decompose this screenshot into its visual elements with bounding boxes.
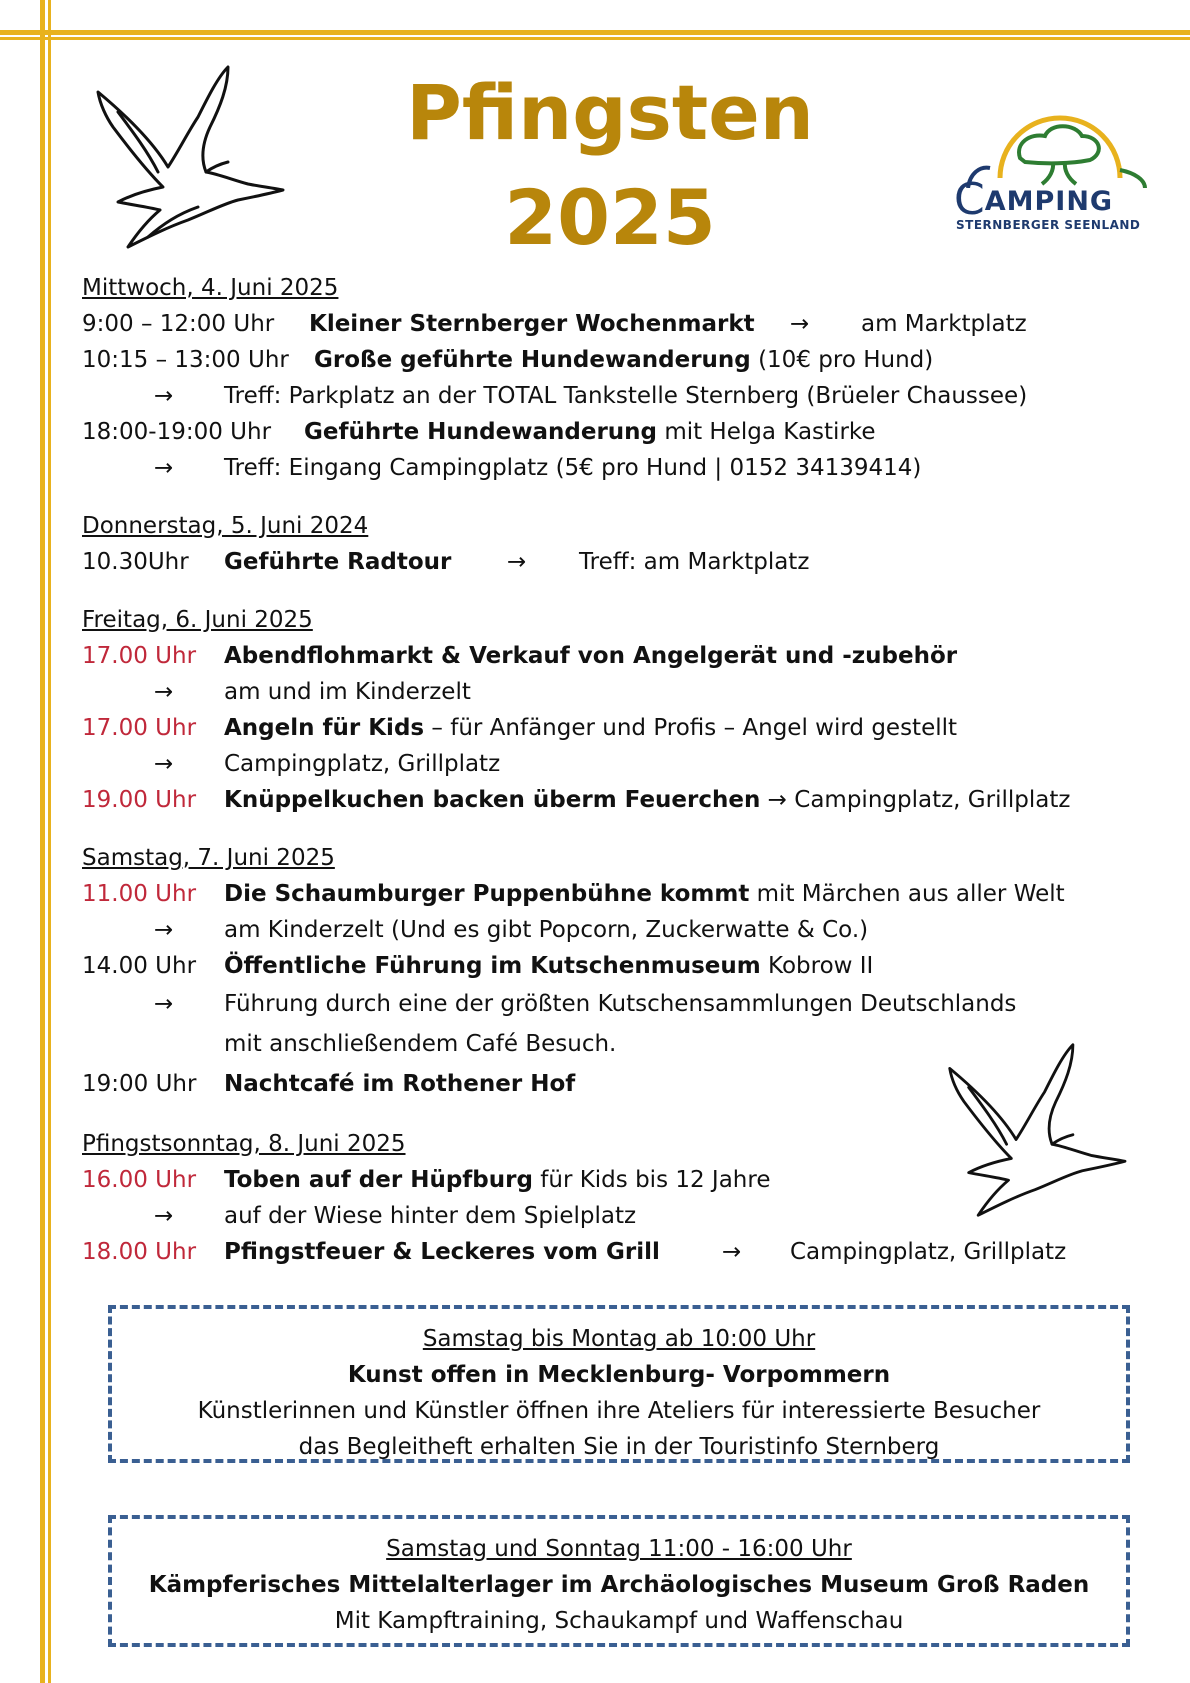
day-heading: Freitag, 6. Juni 2025 xyxy=(82,607,313,633)
event-location: Treff: am Marktplatz xyxy=(579,549,810,575)
event-location: Campingplatz, Grillplatz xyxy=(224,751,501,777)
box-title: Kunst offen in Mecklenburg- Vorpommern xyxy=(347,1362,891,1388)
event-title: Öffentliche Führung im Kutschenmuseum xyxy=(224,953,761,979)
arrow-icon: → xyxy=(154,383,174,409)
event-row xyxy=(82,876,1142,912)
arrow-icon: → xyxy=(767,787,787,813)
event-title: Toben auf der Hüpfburg xyxy=(224,1167,533,1193)
event-time: 18:00-19:00 Uhr xyxy=(82,419,272,445)
day-heading: Mittwoch, 4. Juni 2025 xyxy=(82,275,339,301)
event-location-row xyxy=(82,912,1142,948)
frame-left-line-inner xyxy=(48,0,51,1683)
event-location: Campingplatz, Grillplatz xyxy=(794,787,1071,813)
event-time: 17.00 Uhr xyxy=(82,715,197,741)
event-location: am Marktplatz xyxy=(861,311,1027,337)
logo-initial: C xyxy=(954,174,985,225)
event-detail: mit Helga Kastirke xyxy=(664,419,876,445)
arrow-icon: → xyxy=(154,991,174,1017)
event-time: 10.30Uhr xyxy=(82,549,189,575)
event-time: 10:15 – 13:00 Uhr xyxy=(82,347,289,373)
event-row xyxy=(82,1162,1142,1198)
event-title: Geführte Radtour xyxy=(224,549,452,575)
event-row xyxy=(82,1064,1142,1104)
box-title: Kämpferisches Mittelalterlager im Archäologisches Museum Groß Raden xyxy=(148,1572,1090,1598)
arrow-icon: → xyxy=(722,1239,742,1265)
event-location: Treff: Eingang Campingplatz (5€ pro Hund | 0152 34139414) xyxy=(224,455,922,481)
event-location: Treff: Parkplatz an der TOTAL Tankstelle Sternberg (Brüeler Chaussee) xyxy=(224,383,1028,409)
event-list xyxy=(82,270,1142,1270)
event-time: 14.00 Uhr xyxy=(82,953,197,979)
event-title: Kleiner Sternberger Wochenmarkt xyxy=(309,311,755,337)
event-row xyxy=(82,1234,1142,1270)
event-title: Geführte Hundewanderung xyxy=(304,419,657,445)
event-row xyxy=(82,342,1142,378)
event-title: Angeln für Kids xyxy=(224,715,425,741)
event-title: Knüppelkuchen backen überm Feuerchen xyxy=(224,787,761,813)
frame-top-line-inner xyxy=(0,37,1190,40)
page-title-line1: Pfingsten xyxy=(406,68,814,157)
event-location: am Kinderzelt (Und es gibt Popcorn, Zuckerwatte & Co.) xyxy=(224,917,869,943)
event-detail: (10€ pro Hund) xyxy=(758,347,934,373)
event-row xyxy=(82,710,1142,746)
event-title: Nachtcafé im Rothener Hof xyxy=(224,1071,576,1097)
event-location: auf der Wiese hinter dem Spielplatz xyxy=(224,1203,637,1229)
event-row xyxy=(82,544,1142,580)
event-row xyxy=(82,306,1142,342)
event-location-row xyxy=(82,674,1142,710)
event-detail: für Kids bis 12 Jahre xyxy=(540,1167,771,1193)
event-row xyxy=(82,414,1142,450)
event-title: Abendflohmarkt & Verkauf von Angelgerät und -zubehör xyxy=(224,643,958,669)
info-box-mittelalterlager xyxy=(108,1515,1130,1647)
arrow-icon: → xyxy=(154,917,174,943)
event-location-row xyxy=(82,984,1142,1024)
event-location: am und im Kinderzelt xyxy=(224,679,471,705)
info-box-kunst-offen xyxy=(108,1305,1130,1463)
logo-subtitle: STERNBERGER SEENLAND xyxy=(956,218,1141,232)
frame-left-line xyxy=(40,0,45,1683)
event-time: 17.00 Uhr xyxy=(82,643,197,669)
arrow-icon: → xyxy=(790,311,810,337)
arrow-icon: → xyxy=(154,1203,174,1229)
event-detail: Kobrow II xyxy=(768,953,874,979)
event-location: Campingplatz, Grillplatz xyxy=(790,1239,1067,1265)
event-time: 19:00 Uhr xyxy=(82,1071,197,1097)
event-time: 19.00 Uhr xyxy=(82,787,197,813)
arrow-icon: → xyxy=(154,679,174,705)
event-location: mit anschließendem Café Besuch. xyxy=(224,1031,617,1057)
page-title-line2: 2025 xyxy=(504,173,716,262)
event-time: 18.00 Uhr xyxy=(82,1239,197,1265)
box-text: Mit Kampftraining, Schaukampf und Waffenschau xyxy=(334,1608,904,1634)
day-heading: Samstag, 7. Juni 2025 xyxy=(82,845,335,871)
event-location-row xyxy=(82,450,1142,486)
event-location-row xyxy=(82,746,1142,782)
dove-icon xyxy=(88,62,288,252)
event-detail: – für Anfänger und Profis – Angel wird gestellt xyxy=(431,715,958,741)
box-text: das Begleitheft erhalten Sie in der Touristinfo Sternberg xyxy=(298,1434,940,1460)
event-location-row xyxy=(82,1024,1142,1064)
box-text: Künstlerinnen und Künstler öffnen ihre Ateliers für interessierte Besucher xyxy=(197,1398,1041,1424)
camping-logo xyxy=(950,108,1150,238)
event-time: 11.00 Uhr xyxy=(82,881,197,907)
day-heading: Pfingstsonntag, 8. Juni 2025 xyxy=(82,1131,406,1157)
box-heading: Samstag bis Montag ab 10:00 Uhr xyxy=(422,1326,816,1352)
arrow-icon: → xyxy=(154,455,174,481)
arrow-icon: → xyxy=(507,549,527,575)
event-time: 16.00 Uhr xyxy=(82,1167,197,1193)
event-location-row xyxy=(82,378,1142,414)
frame-top-line xyxy=(0,30,1190,35)
day-heading: Donnerstag, 5. Juni 2024 xyxy=(82,513,369,539)
event-title: Große geführte Hundewanderung xyxy=(314,347,751,373)
logo-word: AMPING xyxy=(984,186,1114,217)
event-location-row xyxy=(82,1198,1142,1234)
event-location: Führung durch eine der größten Kutschensammlungen Deutschlands xyxy=(224,991,1017,1017)
arrow-icon: → xyxy=(154,751,174,777)
event-title: Pfingstfeuer & Leckeres vom Grill xyxy=(224,1239,660,1265)
box-heading: Samstag und Sonntag 11:00 - 16:00 Uhr xyxy=(386,1536,852,1562)
event-row xyxy=(82,948,1142,984)
event-detail: mit Märchen aus aller Welt xyxy=(756,881,1065,907)
event-row xyxy=(82,638,1142,674)
event-row xyxy=(82,782,1142,818)
event-title: Die Schaumburger Puppenbühne kommt xyxy=(224,881,750,907)
event-time: 9:00 – 12:00 Uhr xyxy=(82,311,275,337)
